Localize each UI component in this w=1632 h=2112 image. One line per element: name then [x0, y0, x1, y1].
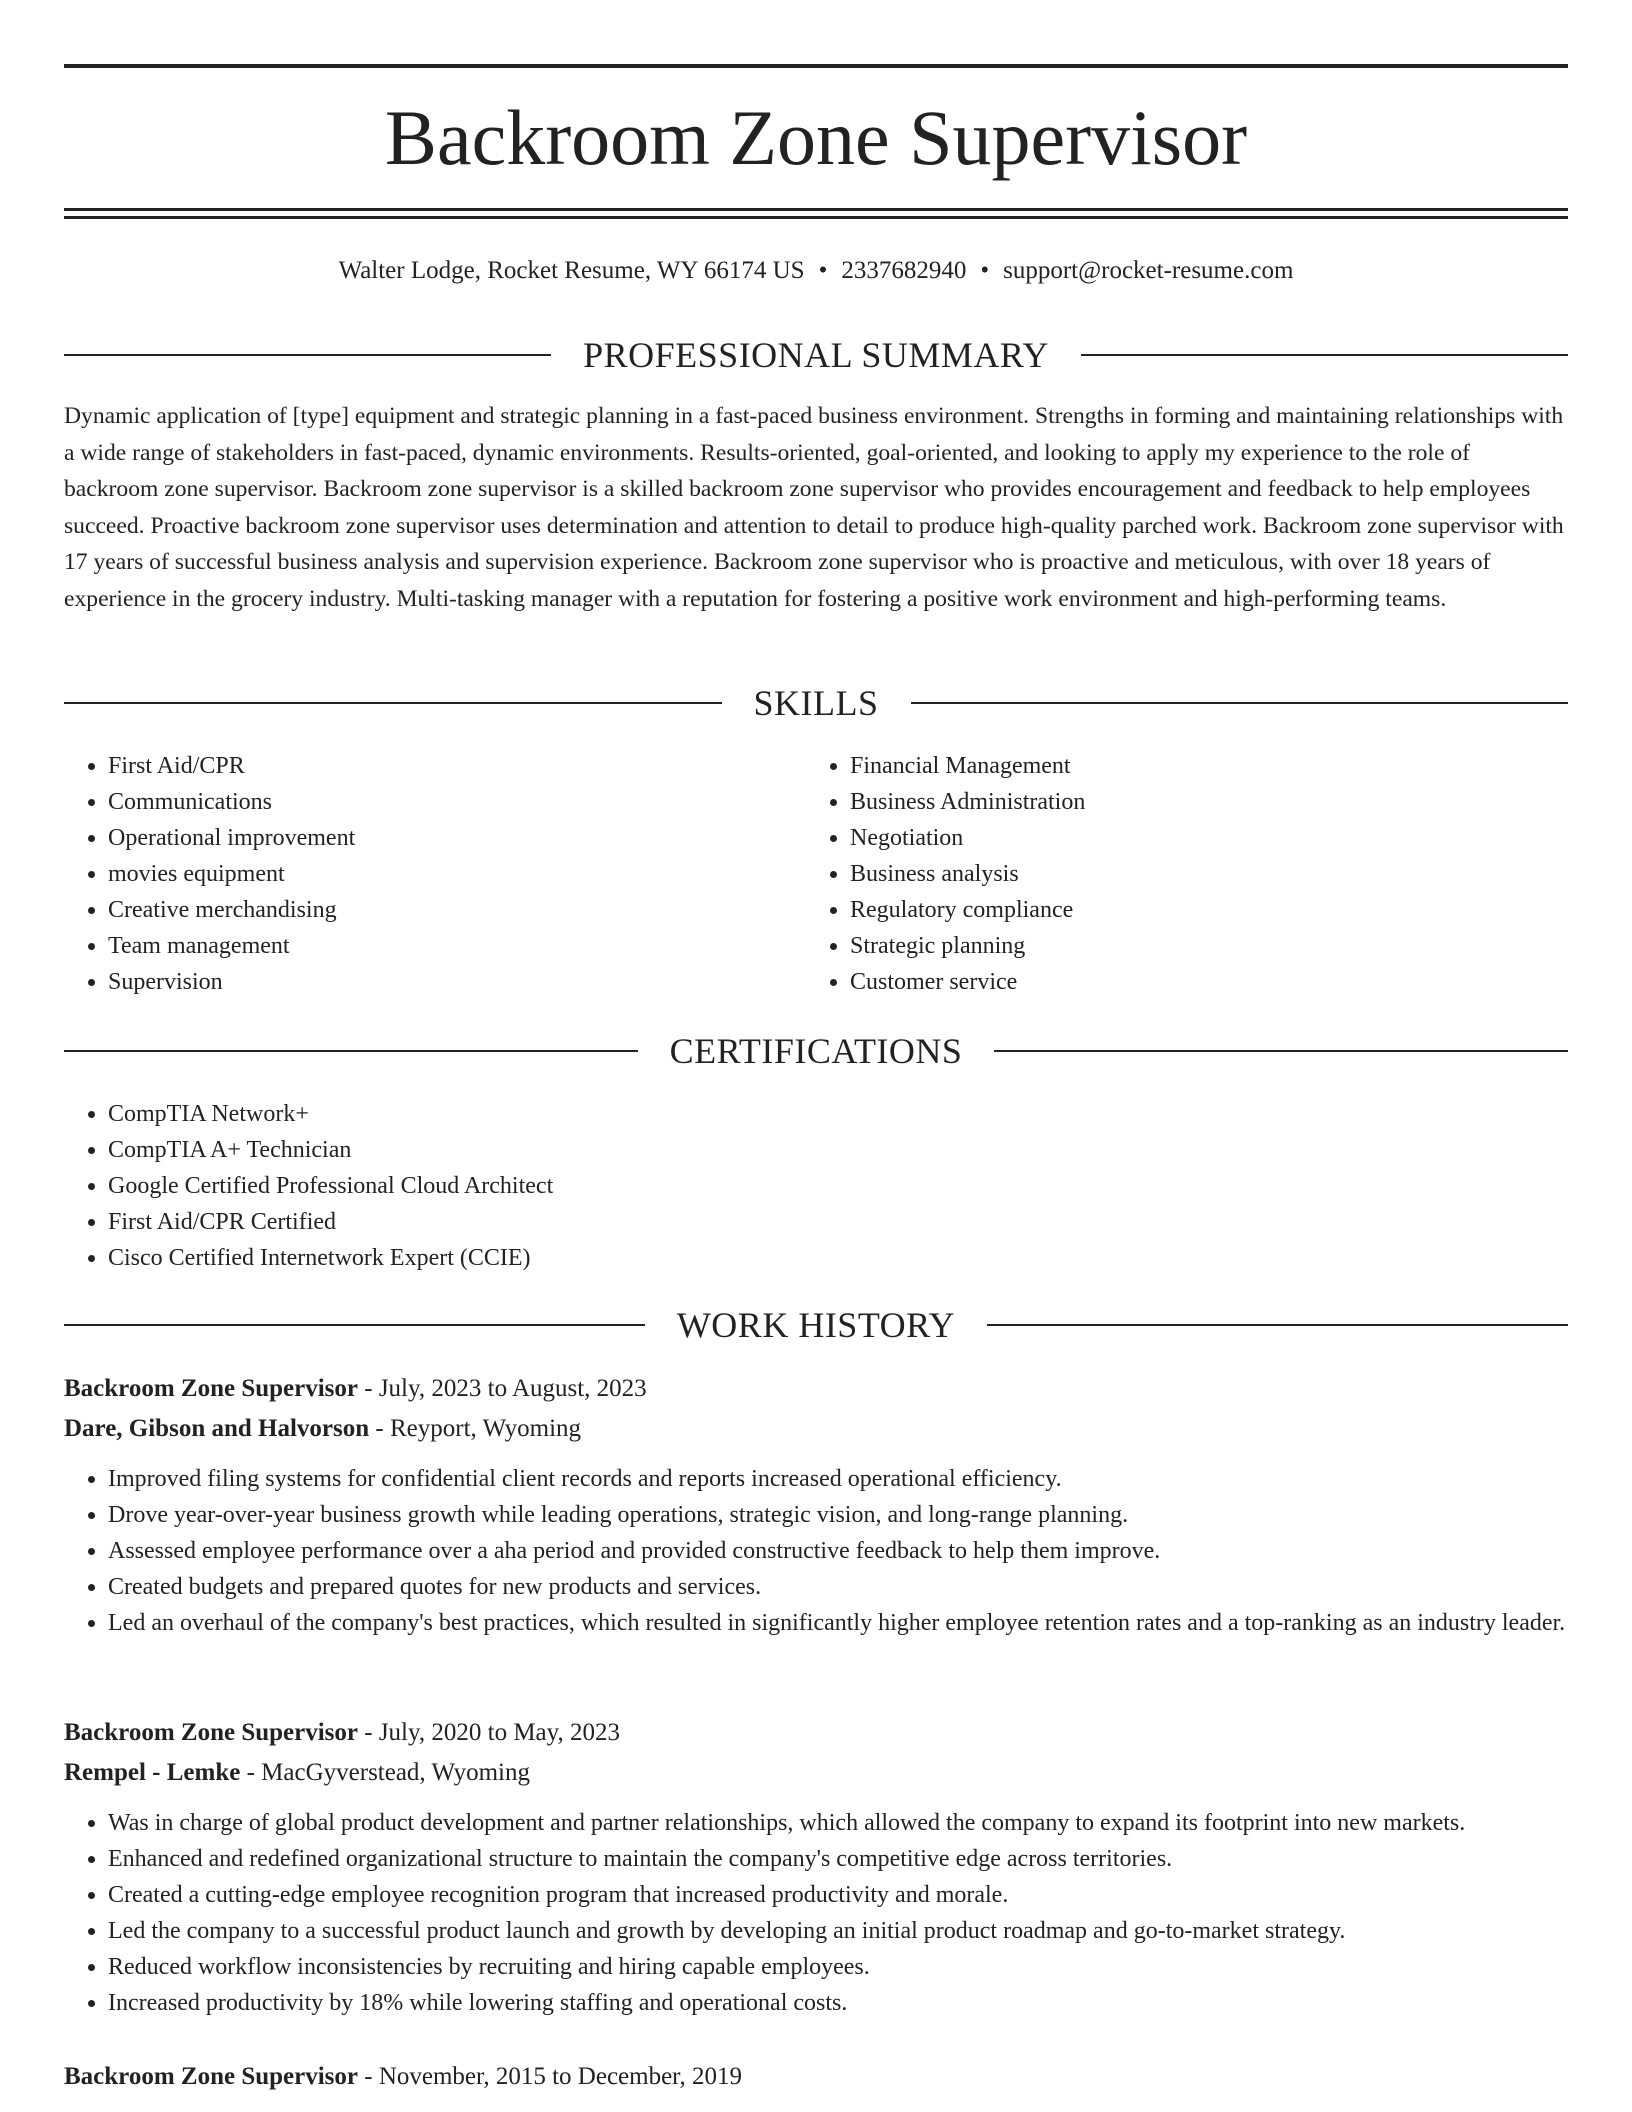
job-title: Backroom Zone Supervisor [64, 2063, 358, 2090]
work-history-heading-label: WORK HISTORY [676, 1305, 956, 1345]
summary-text: Dynamic application of [type] equipment and strategic planning in a fast-paced business environment. Strengths in forming and maintaining relationships with a wide range of stakeholders in fast-paced, dynamic environments. Results-oriented, goal-oriented, and looking to apply my experience to the role of backroom zone supervisor. Backroom zone supervisor is a skilled backroom zone supervisor who provides encouragement and feedback to help employees succeed. Proactive backroom zone supervisor uses determination and attention to detail to produce high-quality parched work. Backroom zone supervisor with 17 years of successful business analysis and supervision experience. Backroom zone supervisor who is proactive and meticulous, with over 18 years of experience in the grocery industry. Multi-tasking manager with a reputation for fostering a positive work environment and high-performing teams. [64, 403, 1564, 612]
skill-item: • Business analysis [850, 856, 1548, 892]
job-title-line [64, 1369, 1568, 1409]
certification-item: • Cisco Certified Internetwork Expert (CCIE) [108, 1240, 1568, 1276]
heading-rule-right [911, 702, 1569, 704]
skill-item: • Creative merchandising [108, 892, 806, 928]
job-bullet: • Created budgets and prepared quotes for new products and services. [108, 1569, 1568, 1605]
skill-item: • Customer service [850, 964, 1548, 1000]
skill-item: • Operational improvement [108, 820, 806, 856]
job-bullet: • Improved filing systems for confidential client records and reports increased operational efficiency. [108, 1461, 1568, 1497]
skill-item: • Negotiation [850, 820, 1548, 856]
job-entry [64, 2057, 1568, 2097]
job-company: Rempel - Lemke [64, 1759, 241, 1786]
job-location: - MacGyverstead, Wyoming [246, 1759, 530, 1786]
summary-heading-label: PROFESSIONAL SUMMARY [583, 335, 1049, 375]
title-rule-lower [64, 216, 1568, 219]
contact-address: Walter Lodge, Rocket Resume, WY 66174 US [338, 257, 805, 284]
skill-item: • movies equipment [108, 856, 806, 892]
job-dates: - November, 2015 to December, 2019 [364, 2063, 742, 2090]
certification-item: • CompTIA A+ Technician [108, 1132, 1568, 1168]
job-bullet: • Enhanced and redefined organizational structure to maintain the company's competitive edge across territories. [108, 1841, 1568, 1877]
job-entry [64, 1369, 1568, 1641]
contact-line [64, 256, 1568, 286]
skill-item: • Business Administration [850, 784, 1548, 820]
job-entry [64, 1713, 1568, 2021]
job-bullets [64, 1805, 1568, 2021]
contact-email: support@rocket-resume.com [1003, 257, 1294, 284]
summary-heading [64, 333, 1568, 377]
job-location: - Reyport, Wyoming [375, 1415, 582, 1442]
job-title: Backroom Zone Supervisor [64, 1719, 358, 1746]
certification-item: • First Aid/CPR Certified [108, 1204, 1568, 1240]
job-bullet: • Led an overhaul of the company's best practices, which resulted in significantly higher employee retention rates and a top-ranking as an industry leader. [108, 1605, 1568, 1641]
job-company-line [64, 1753, 1568, 1793]
certifications-heading-label: CERTIFICATIONS [669, 1031, 963, 1071]
work-history-heading [64, 1303, 1568, 1347]
heading-rule-left [64, 1324, 645, 1326]
heading-rule-left [64, 1050, 638, 1052]
heading-rule-right [987, 1324, 1568, 1326]
job-bullet: • Was in charge of global product development and partner relationships, which allowed the company to expand its footprint into new markets. [108, 1805, 1568, 1841]
job-bullets [64, 1461, 1568, 1641]
heading-rule-left [64, 354, 551, 356]
heading-rule-right [1081, 354, 1568, 356]
certifications-heading [64, 1029, 1568, 1073]
top-rule [64, 64, 1568, 68]
skills-list [64, 748, 1568, 1000]
skill-item: • Supervision [108, 964, 806, 1000]
title-rule-upper [64, 208, 1568, 211]
job-bullet: • Drove year-over-year business growth while leading operations, strategic vision, and long-range planning. [108, 1497, 1568, 1533]
job-dates: - July, 2020 to May, 2023 [364, 1719, 621, 1746]
skill-item: • Regulatory compliance [850, 892, 1548, 928]
skill-item: • Financial Management [850, 748, 1548, 784]
skills-column-left [64, 748, 806, 1000]
job-bullet: • Created a cutting-edge employee recognition program that increased productivity and morale. [108, 1877, 1568, 1913]
contact-phone: 2337682940 [841, 257, 967, 284]
job-title-line [64, 1713, 1568, 1753]
job-company-line [64, 1409, 1568, 1449]
job-company: Dare, Gibson and Halvorson [64, 1415, 370, 1442]
job-dates: - July, 2023 to August, 2023 [364, 1375, 647, 1402]
skill-item: • Communications [108, 784, 806, 820]
job-bullet: • Reduced workflow inconsistencies by recruiting and hiring capable employees. [108, 1949, 1568, 1985]
skills-column-right [806, 748, 1548, 1000]
job-bullet: • Increased productivity by 18% while lowering staffing and operational costs. [108, 1985, 1568, 2021]
skills-heading [64, 681, 1568, 725]
job-bullet: • Assessed employee performance over a aha period and provided constructive feedback to help them improve. [108, 1533, 1568, 1569]
certification-item: • CompTIA Network+ [108, 1096, 1568, 1132]
certification-item: • Google Certified Professional Cloud Architect [108, 1168, 1568, 1204]
skill-item: • Strategic planning [850, 928, 1548, 964]
job-bullet: • Led the company to a successful product launch and growth by developing an initial product roadmap and go-to-market strategy. [108, 1913, 1568, 1949]
skills-heading-label: SKILLS [753, 683, 879, 723]
skill-item: • Team management [108, 928, 806, 964]
heading-rule-left [64, 702, 722, 704]
certifications-list [64, 1096, 1568, 1276]
heading-rule-right [994, 1050, 1568, 1052]
resume-title: Backroom Zone Supervisor [384, 94, 1248, 181]
job-title-line [64, 2057, 1568, 2097]
contact-separator: • [980, 257, 990, 284]
job-title: Backroom Zone Supervisor [64, 1375, 358, 1402]
skill-item: • First Aid/CPR [108, 748, 806, 784]
contact-separator: • [818, 257, 828, 284]
